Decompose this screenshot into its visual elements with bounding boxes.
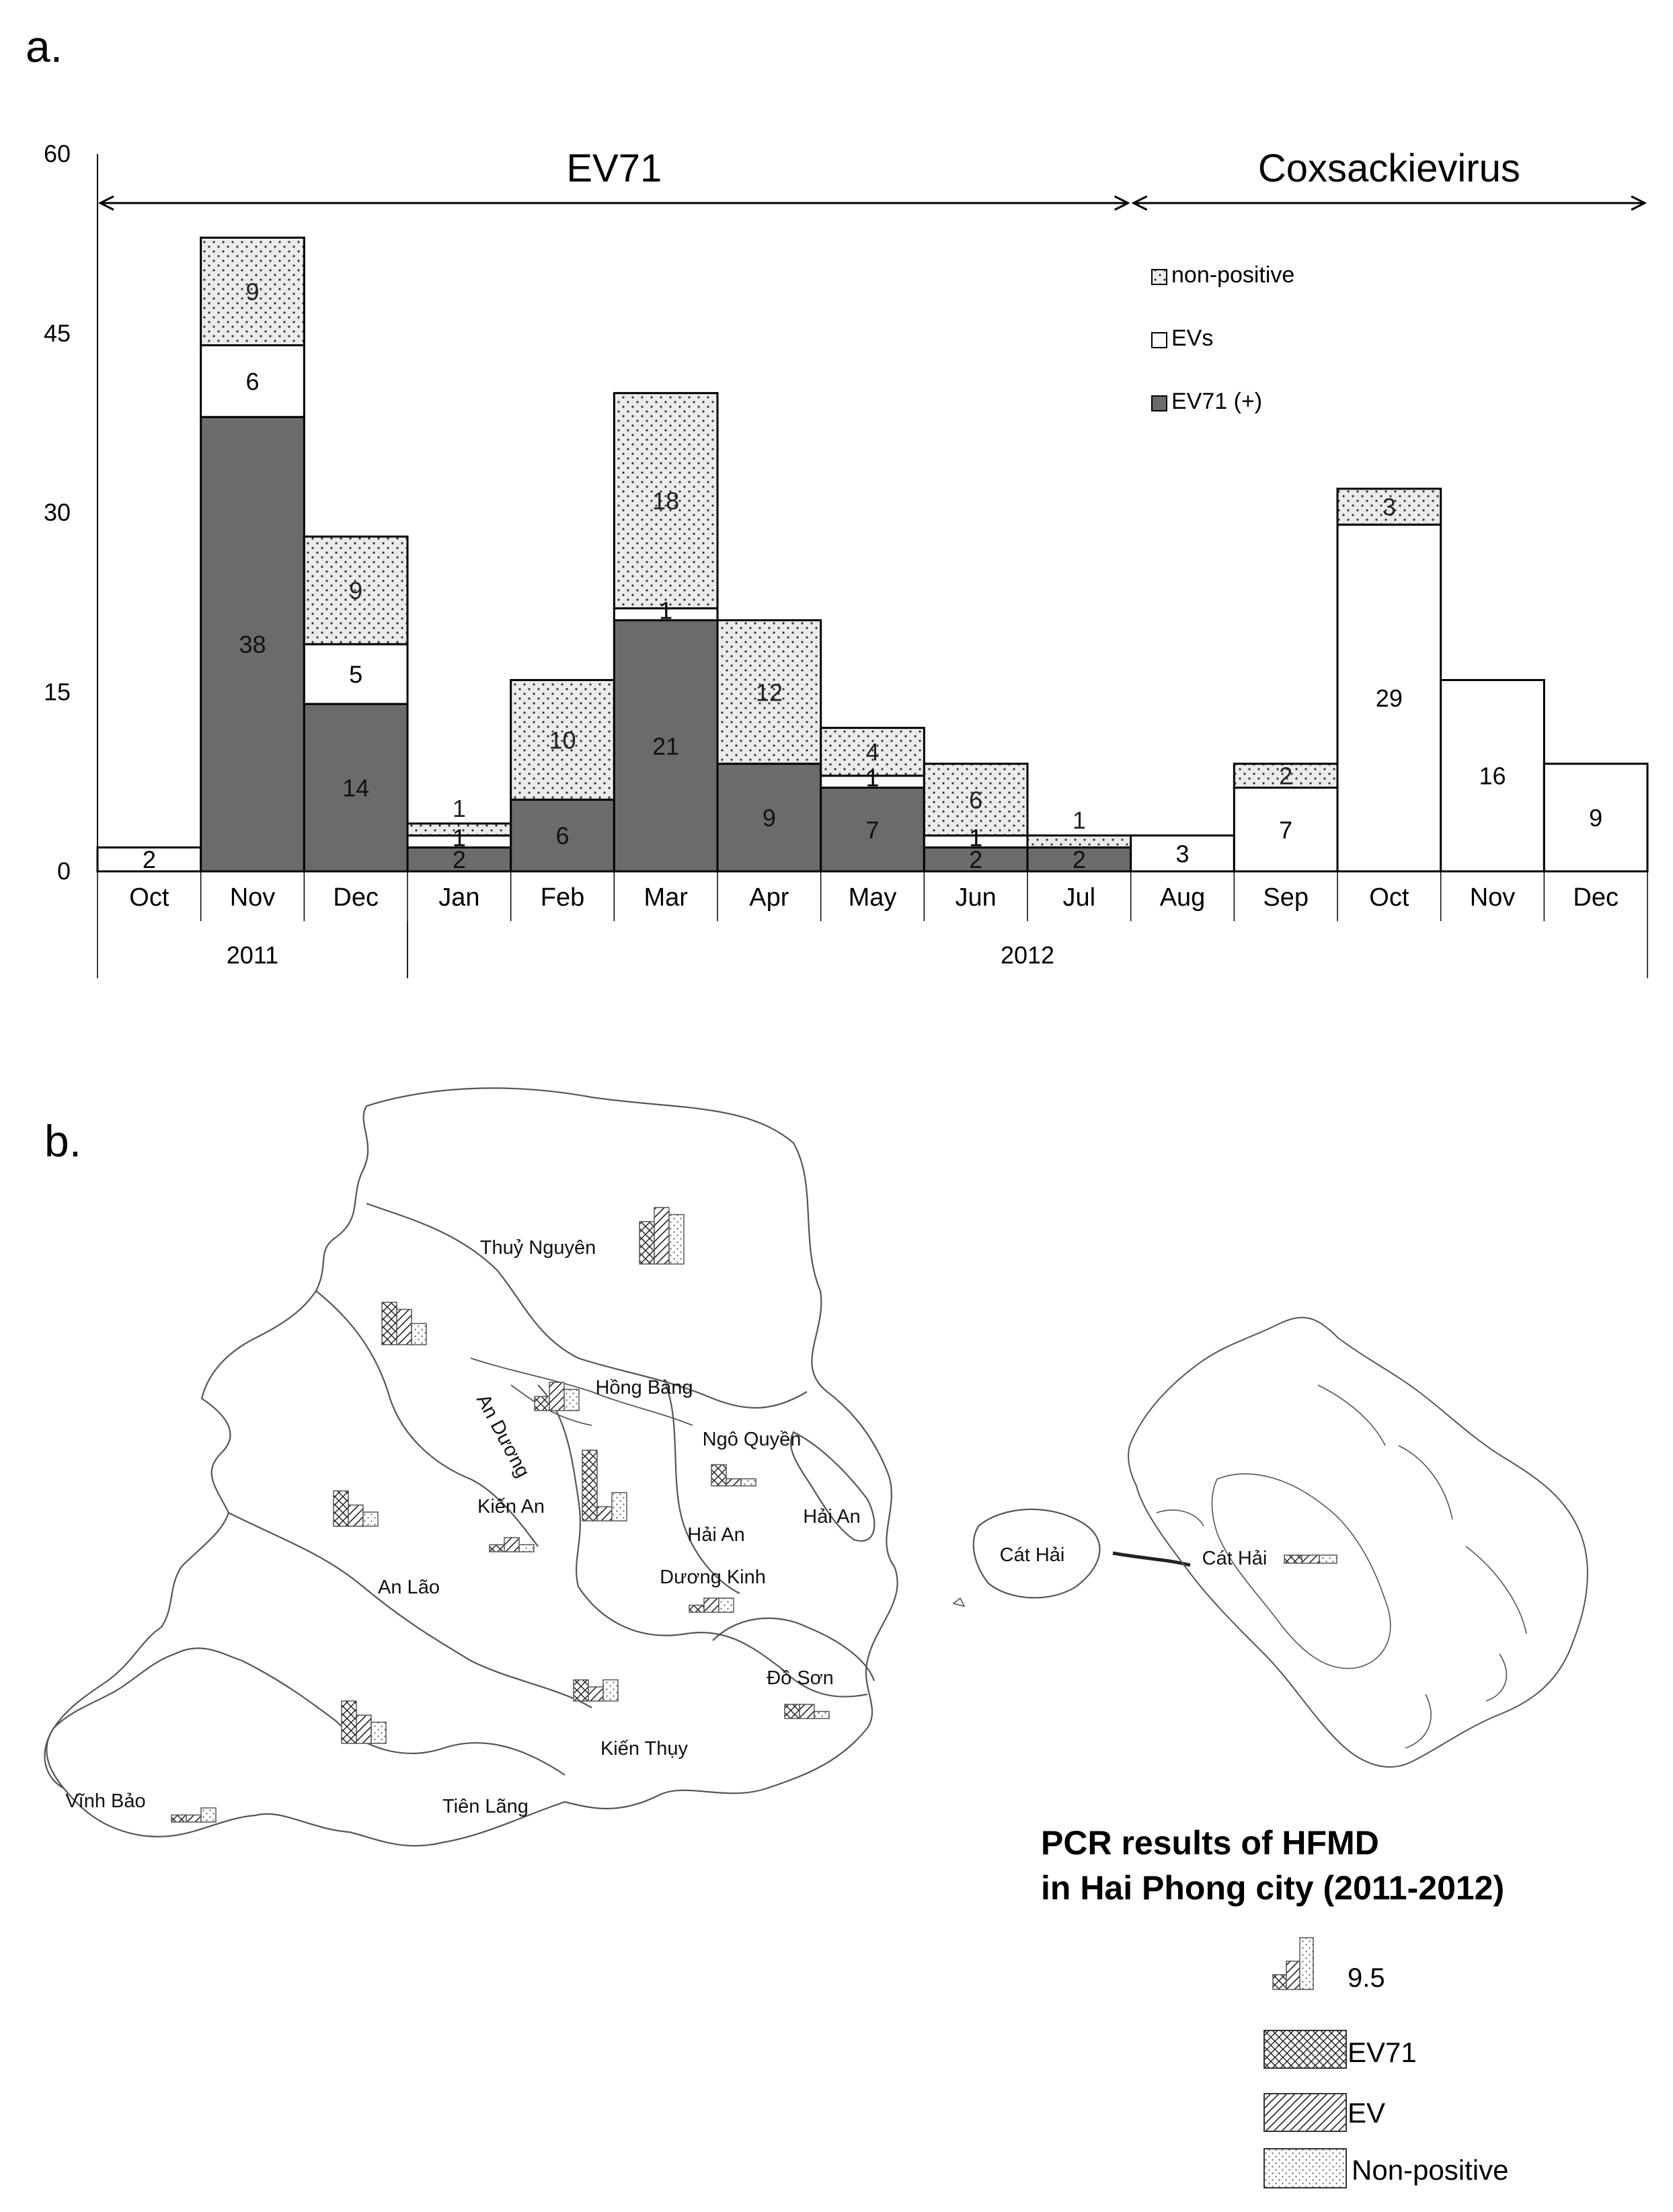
district-glyph (582, 1450, 627, 1521)
district-label: Kiến Thụy (600, 1738, 689, 1760)
data-label-ev71: 9 (762, 803, 776, 832)
district-glyph (535, 1382, 579, 1411)
data-label-nonpos: 6 (969, 786, 983, 814)
y-tick-label: 60 (43, 140, 71, 167)
x-tick-label: Oct (129, 883, 169, 912)
data-label-ev71: 14 (342, 774, 370, 802)
data-label-ev71: 2 (969, 846, 983, 874)
data-label-ev71: 6 (555, 822, 570, 850)
year-label: 2011 (226, 941, 279, 969)
legend-swatch-map-nonpositive (1264, 2149, 1346, 2188)
glyph-bar (348, 1505, 363, 1527)
data-label-evs: 16 (1479, 762, 1506, 790)
data-label-evs: 1 (865, 764, 880, 792)
glyph-bar (382, 1302, 397, 1345)
legend-swatch-map-ev (1264, 2094, 1346, 2131)
y-tick-label: 15 (43, 678, 71, 706)
map-boundary-anlao (229, 1513, 592, 1708)
x-tick-label: Jun (955, 883, 997, 912)
glyph-bar (603, 1680, 618, 1702)
district-glyph (382, 1302, 426, 1345)
district-glyph (342, 1701, 386, 1743)
data-label-evs: 7 (1279, 816, 1293, 844)
x-tick-label: Aug (1159, 883, 1206, 912)
glyph-bar (800, 1704, 814, 1719)
glyph-bar (1302, 1555, 1319, 1563)
glyph-bar (574, 1680, 588, 1702)
district-glyph (639, 1208, 684, 1264)
district-label: Cát Hải (1202, 1548, 1268, 1569)
district-label: Ngô Quyền (702, 1429, 802, 1450)
glyph-bar (1284, 1555, 1302, 1563)
x-tick-label: Dec (333, 883, 379, 912)
legend-label-map-ev: EV (1348, 2097, 1386, 2129)
data-label-ev71: 38 (239, 631, 266, 659)
x-tick-label: Jan (438, 883, 480, 912)
map-boundary-tienlang (242, 1661, 565, 1775)
glyph-bar (334, 1491, 348, 1527)
district-label: Hải An (687, 1524, 745, 1546)
district-glyph (711, 1465, 756, 1487)
glyph-bar (186, 1815, 201, 1823)
glyph-bar (669, 1215, 684, 1265)
data-label-evs: 1 (452, 824, 466, 852)
data-label-nonpos: 3 (1382, 493, 1396, 521)
district-label: Tiên Lãng (442, 1796, 529, 1817)
data-label-evs: 3 (1175, 840, 1190, 868)
legend-swatch-ev71 (1152, 396, 1167, 411)
legend-label-map-nonpositive: Non-positive (1352, 2154, 1509, 2186)
data-label-evs: 9 (1589, 803, 1603, 832)
glyph-bar (597, 1507, 612, 1521)
x-tick-label: Oct (1369, 883, 1409, 912)
district-glyph (689, 1598, 734, 1612)
district-label: Hải An (803, 1506, 861, 1528)
glyph-bar (371, 1723, 386, 1744)
district-label: Cát Hải (999, 1544, 1065, 1566)
x-tick-label: Feb (540, 883, 585, 912)
district-label: Đồ Sơn (767, 1667, 834, 1689)
glyph-bar (726, 1479, 741, 1487)
chart-legend (1152, 262, 1294, 414)
data-label-nonpos: 18 (652, 487, 680, 515)
glyph-bar (814, 1712, 829, 1719)
data-label-evs: 2 (142, 846, 156, 874)
legend-label-map-ev71: EV71 (1348, 2037, 1417, 2068)
district-glyph (334, 1491, 378, 1527)
data-label-ev71: 2 (452, 846, 466, 874)
glyph-bar (785, 1704, 800, 1719)
panel-a-label: a. (26, 22, 63, 71)
x-tick-label: May (848, 883, 897, 912)
glyph-bar (741, 1479, 756, 1487)
glyph-bar (519, 1545, 534, 1552)
glyph-bar (582, 1450, 597, 1521)
data-label-ev71: 21 (652, 732, 680, 760)
x-tick-label: Sep (1263, 883, 1309, 912)
data-label-nonpos: 10 (549, 726, 576, 754)
district-label: Vĩnh Bảo (65, 1790, 146, 1812)
x-tick-label: Jul (1062, 883, 1096, 912)
glyph-bar (654, 1208, 669, 1264)
panel-b-label: b. (44, 1116, 82, 1166)
legend-label-nonpositive: non-positive (1171, 262, 1295, 288)
district-glyph (490, 1538, 534, 1552)
y-tick-label: 45 (43, 319, 71, 347)
legend-scale-value: 9.5 (1348, 1963, 1385, 1993)
legend-swatch-map-ev71 (1264, 2030, 1346, 2068)
district-glyph (785, 1704, 829, 1719)
district-label: Hồng Bàng (595, 1377, 693, 1398)
glyph-bar (201, 1808, 216, 1822)
legend-swatch-nonpositive (1152, 270, 1167, 284)
data-label-nonpos: 1 (1072, 806, 1086, 834)
data-label-ev71: 7 (865, 816, 880, 844)
district-label: Dương Kinh (660, 1567, 766, 1588)
glyph-bar (356, 1715, 371, 1743)
glyph-bar (719, 1598, 734, 1612)
y-axis (44, 140, 98, 885)
glyph-bar (588, 1687, 603, 1701)
map-title-line2: in Hai Phong city (2011-2012) (1041, 1869, 1505, 1907)
data-label-nonpos: 1 (452, 794, 466, 822)
map-mainland-outline (46, 1088, 897, 1846)
district-label: An Lão (378, 1577, 440, 1598)
district-label: Kiến An (477, 1496, 545, 1517)
glyph-bar (363, 1512, 378, 1526)
year-label: 2012 (1000, 941, 1055, 969)
map-boundary-haian (666, 1385, 740, 1593)
glyph-bar (342, 1701, 356, 1743)
legend-swatch-evs (1152, 333, 1167, 348)
map-glyphs (171, 1208, 1337, 1822)
data-label-evs: 29 (1375, 684, 1403, 713)
glyph-bar (689, 1606, 704, 1613)
data-label-nonpos: 9 (349, 577, 363, 605)
bars (98, 237, 1647, 873)
map-legend (1264, 1938, 1508, 2188)
glyph-bar (535, 1396, 549, 1411)
glyph-bar (704, 1598, 719, 1612)
period-arrows (100, 147, 1645, 203)
x-tick-label: Dec (1573, 883, 1619, 912)
hai-phong-map (44, 1088, 1587, 1846)
data-label-evs: 6 (245, 367, 260, 395)
glyph-bar (711, 1465, 726, 1487)
glyph-bar (564, 1390, 579, 1411)
y-tick-label: 30 (43, 498, 71, 526)
data-label-nonpos: 2 (1279, 762, 1293, 790)
map-cathai-connector (1113, 1553, 1190, 1565)
period-label: EV71 (566, 147, 662, 190)
map-vinhbao-outline (44, 1648, 242, 1788)
data-label-evs: 1 (659, 596, 673, 625)
district-label: Thuỷ Nguyên (479, 1237, 596, 1259)
district-glyph (171, 1808, 216, 1822)
glyph-bar (549, 1382, 564, 1411)
glyph-bar (490, 1545, 504, 1552)
glyph-bar (639, 1222, 654, 1264)
district-glyph (1284, 1555, 1337, 1563)
x-axis (98, 871, 1647, 978)
data-label-nonpos: 12 (755, 678, 783, 707)
x-tick-label: Mar (644, 883, 688, 912)
y-tick-label: 0 (56, 857, 71, 885)
glyph-bar (612, 1493, 627, 1521)
period-label: Coxsackievirus (1257, 147, 1520, 190)
map-boundary-thuynguyen (366, 1203, 807, 1408)
legend-scale-glyph (1273, 1938, 1313, 1989)
data-label-nonpos: 4 (865, 738, 880, 766)
district-glyph (574, 1680, 618, 1702)
data-label-nonpos: 9 (245, 278, 260, 306)
glyph-bar (412, 1324, 426, 1345)
legend-label-evs: EVs (1171, 325, 1214, 351)
x-tick-label: Nov (1469, 883, 1516, 912)
glyph-bar (1319, 1555, 1337, 1563)
glyph-bar (171, 1815, 186, 1823)
data-label-evs: 1 (969, 824, 983, 852)
data-label-evs: 5 (349, 660, 363, 688)
x-tick-label: Nov (229, 883, 276, 912)
x-tick-label: Apr (749, 883, 789, 912)
glyph-bar (504, 1538, 519, 1552)
map-small-islet (954, 1598, 964, 1606)
data-label-ev71: 2 (1072, 846, 1086, 874)
map-title-line1: PCR results of HFMD (1041, 1824, 1379, 1862)
legend-label-ev71: EV71 (+) (1171, 389, 1263, 414)
glyph-bar (397, 1310, 412, 1345)
map-labels (65, 1237, 1267, 1817)
district-label: An Dương (472, 1390, 534, 1481)
